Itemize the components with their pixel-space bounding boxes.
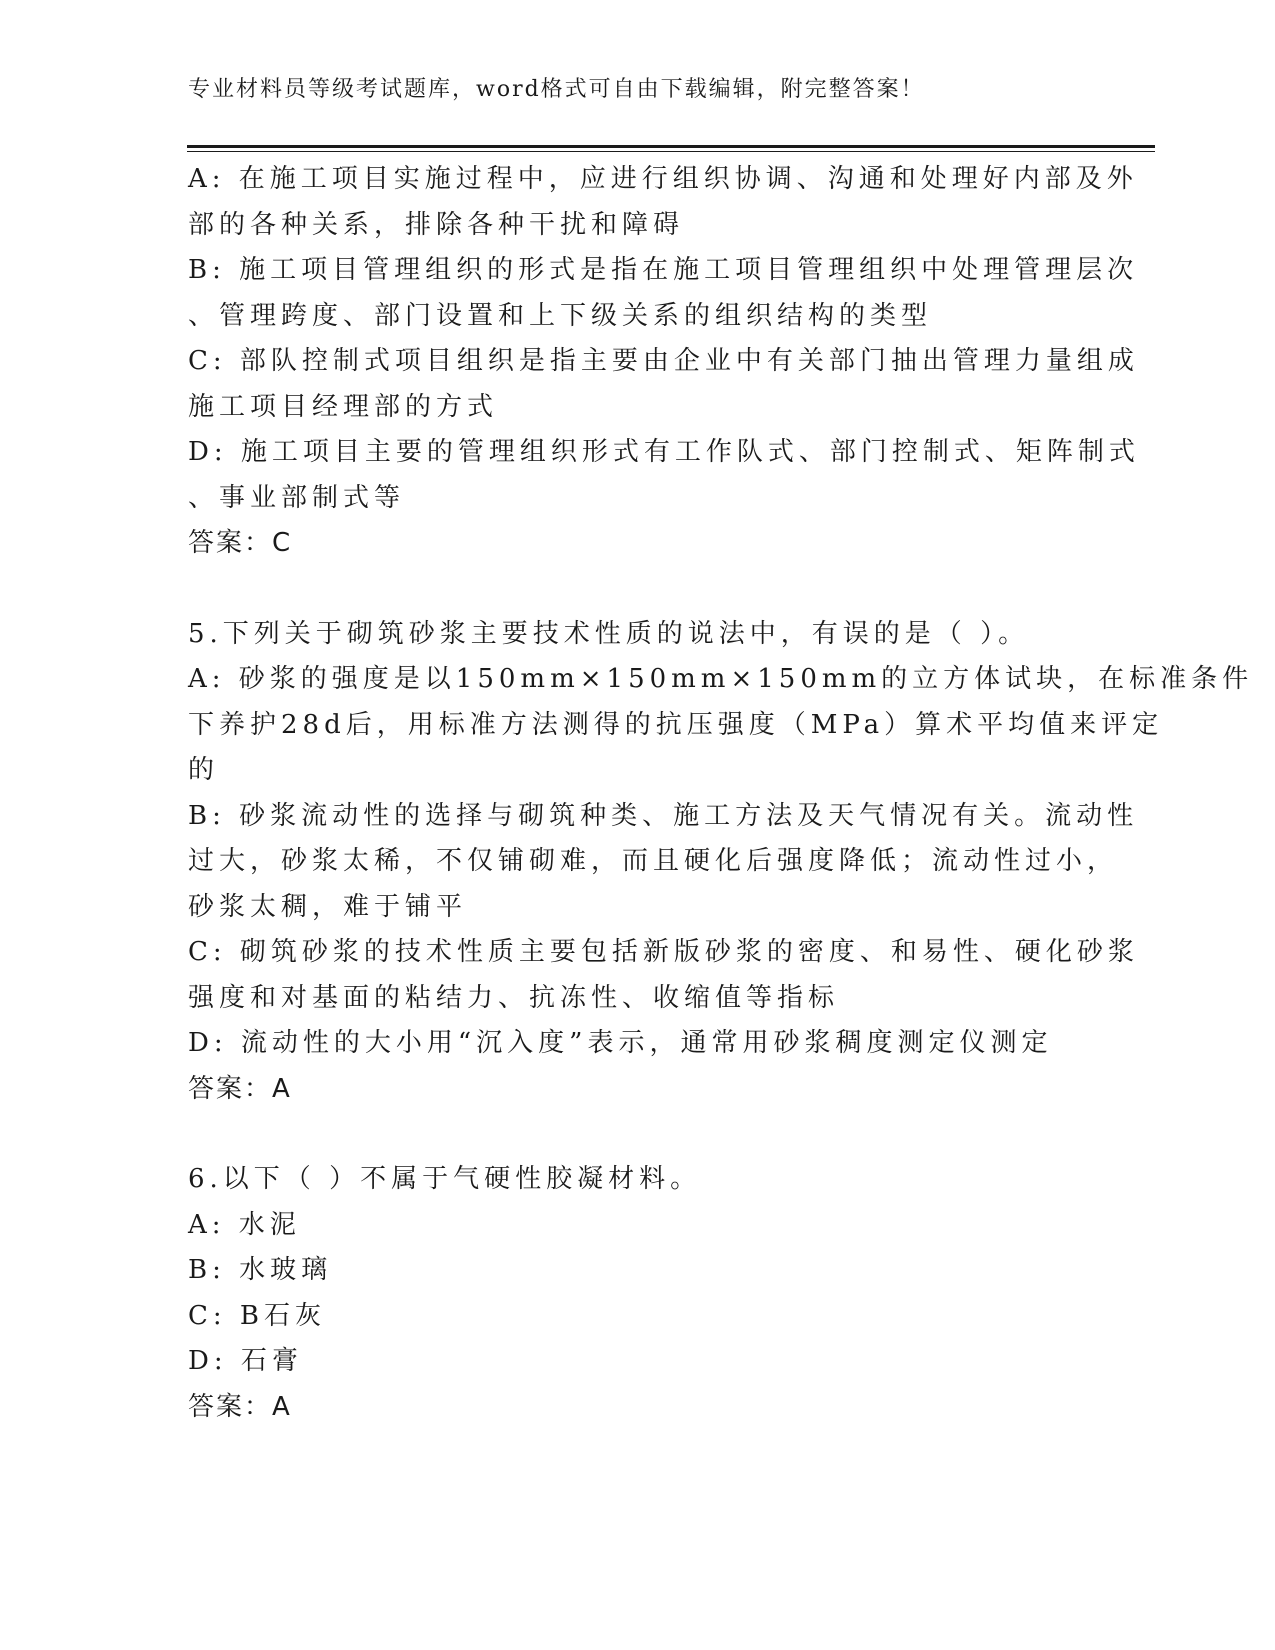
option-c-line: 强度和对基面的粘结力、抗冻性、收缩值等指标	[188, 982, 840, 1013]
page-header: 专业材料员等级考试题库，word格式可自由下载编辑，附完整答案！	[188, 77, 925, 102]
option-d-line: D: 流动性的大小用“沉入度”表示，通常用砂浆稠度测定仪测定	[188, 1028, 1053, 1058]
option-d-line: D: 石膏	[188, 1346, 303, 1376]
answer-line: 答案：A	[188, 1073, 292, 1104]
option-b-line: 过大，砂浆太稀，不仅铺砌难，而且硬化后强度降低；流动性过小，	[188, 846, 1119, 876]
spacer	[188, 567, 1078, 612]
option-a-line: A: 水泥	[188, 1209, 301, 1240]
option-b-line: B: 水玻璃	[188, 1255, 333, 1285]
option-b-line: 、管理跨度、部门设置和上下级关系的组织结构的类型	[188, 300, 933, 331]
option-d-line: D: 施工项目主要的管理组织形式有工作队式、部门控制式、矩阵制式	[188, 437, 1140, 467]
header-rule-thin	[187, 151, 1155, 152]
question-4-options	[188, 157, 1140, 567]
question-6	[188, 1157, 1078, 1430]
option-c-line: C: 部队控制式项目组织是指主要由企业中有关部门抽出管理力量组成	[188, 346, 1139, 376]
option-a-line: A: 砂浆的强度是以150mm×150mm×150mm的立方体试块，在标准条件	[188, 664, 1254, 694]
question-stem: 5.下列关于砌筑砂浆主要技术性质的说法中，有误的是（ ）。	[188, 618, 1030, 649]
option-b-line: B: 砂浆流动性的选择与砌筑种类、施工方法及天气情况有关。流动性	[188, 800, 1139, 831]
answer-line: 答案：C	[188, 528, 293, 558]
option-a-line: 部的各种关系，排除各种干扰和障碍	[188, 209, 685, 240]
document-body	[188, 157, 1254, 1430]
header-rule-thick	[187, 145, 1155, 148]
spacer	[188, 1112, 1078, 1157]
option-c-line: C: B石灰	[188, 1300, 327, 1331]
option-c-line: C: 砌筑砂浆的技术性质主要包括新版砂浆的密度、和易性、硬化砂浆	[188, 937, 1139, 967]
option-a-line: 下养护28d后，用标准方法测得的抗压强度（MPa）算术平均值来评定	[188, 709, 1164, 740]
question-5	[188, 612, 1254, 1113]
option-a-line: 的	[188, 755, 220, 785]
answer-line: 答案：A	[188, 1391, 292, 1422]
option-c-line: 施工项目经理部的方式	[188, 391, 499, 422]
option-a-line: A: 在施工项目实施过程中，应进行组织协调、沟通和处理好内部及外	[188, 164, 1138, 194]
option-b-line: 砂浆太稠，难于铺平	[188, 891, 468, 922]
option-d-line: 、事业部制式等	[188, 482, 406, 513]
question-stem: 6.以下（ ）不属于气硬性胶凝材料。	[188, 1164, 702, 1194]
option-b-line: B: 施工项目管理组织的形式是指在施工项目管理组织中处理管理层次	[188, 255, 1139, 285]
